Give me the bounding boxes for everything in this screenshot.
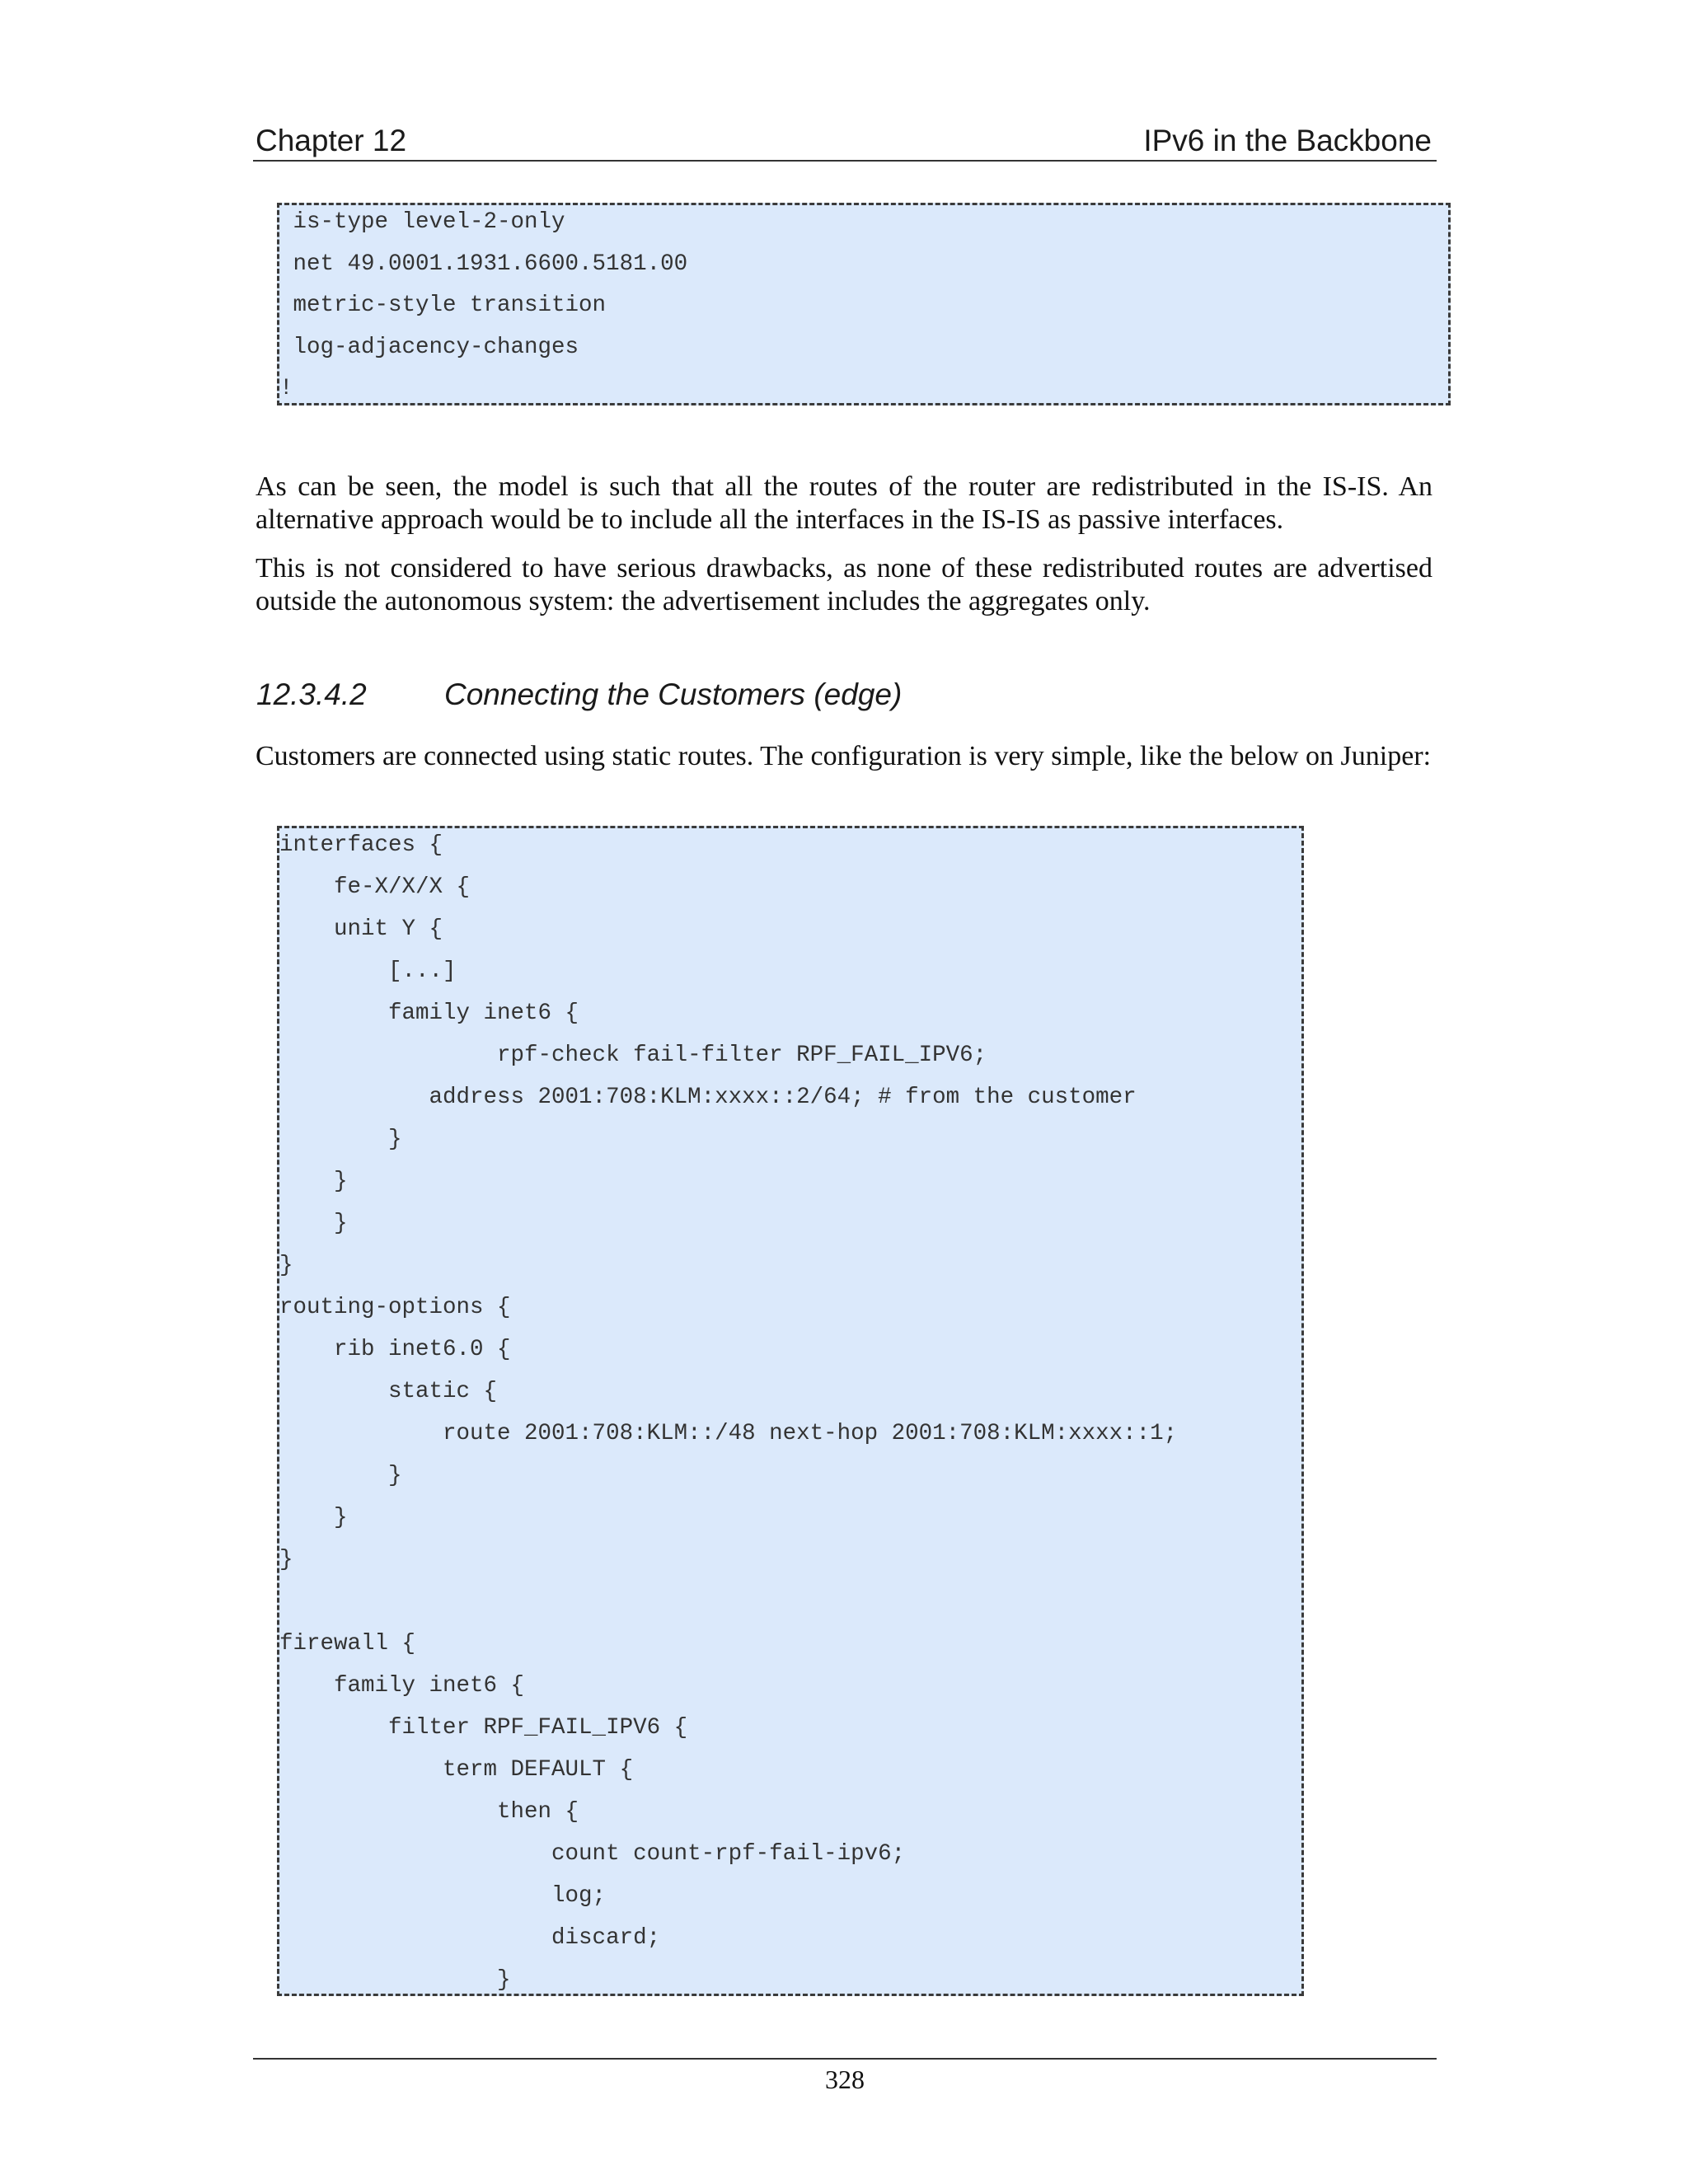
code-block-isis-config — [277, 203, 1451, 405]
code-line: family inet6 { — [279, 1673, 525, 1699]
code-line: } — [279, 1211, 348, 1236]
code-line: rib inet6.0 { — [279, 1337, 511, 1362]
code-line: address 2001:708:KLM:xxxx::2/64; # from the customer — [279, 1085, 1137, 1110]
code-line: } — [279, 1505, 348, 1530]
code-line: routing-options { — [279, 1295, 511, 1320]
code-line: firewall { — [279, 1631, 416, 1657]
code-line: log-adjacency-changes — [279, 335, 579, 360]
chapter-label: Chapter 12 — [256, 124, 407, 157]
code-line: } — [279, 1967, 511, 1993]
code-line: count count-rpf-fail-ipv6; — [279, 1841, 906, 1867]
code-line: [...] — [279, 958, 457, 984]
code-line: metric-style transition — [279, 293, 607, 318]
page-number: 328 — [825, 2064, 865, 2094]
code-line: then { — [279, 1799, 579, 1825]
paragraph-redistribution: As can be seen, the model is such that all the routes of the router are redistributed in the IS-IS. An alternative approach would be to include all the interfaces in the IS-IS as passive interfaces. — [256, 471, 1432, 535]
code-line: } — [279, 1547, 293, 1572]
code-line: family inet6 { — [279, 1001, 579, 1026]
code-line: } — [279, 1253, 293, 1278]
code-line: is-type level-2-only — [279, 209, 565, 235]
code-line: rpf-check fail-filter RPF_FAIL_IPV6; — [279, 1043, 987, 1068]
page-footer — [253, 2058, 1437, 2095]
section-number: 12.3.4.2 — [256, 677, 367, 711]
code-block-juniper-config — [277, 826, 1304, 1996]
code-line: term DEFAULT { — [279, 1757, 634, 1783]
code-line: } — [279, 1169, 348, 1194]
code-line: discard; — [279, 1925, 661, 1951]
code-line: filter RPF_FAIL_IPV6 { — [279, 1715, 688, 1741]
code-line: static { — [279, 1379, 498, 1404]
page-header — [253, 122, 1437, 162]
code-line: log; — [279, 1883, 607, 1909]
code-line: interfaces { — [279, 832, 443, 858]
section-heading — [256, 677, 902, 712]
code-line: unit Y { — [279, 916, 443, 942]
code-line: fe-X/X/X { — [279, 874, 471, 900]
code-line: } — [279, 1463, 402, 1488]
paragraph-customers: Customers are connected using static routes. The configuration is very simple, like the below on Juniper: — [256, 741, 1432, 771]
code-line: route 2001:708:KLM::/48 next-hop 2001:708:KLM:xxxx::1; — [279, 1421, 1178, 1446]
code-line: net 49.0001.1931.6600.5181.00 — [279, 251, 688, 277]
code-line: } — [279, 1127, 402, 1152]
chapter-title: IPv6 in the Backbone — [1143, 124, 1432, 157]
paragraph-drawbacks: This is not considered to have serious drawbacks, as none of these redistributed routes are advertised outside the autonomous system: the advertisement includes the aggregates only. — [256, 553, 1432, 616]
code-line: ! — [279, 376, 293, 401]
section-title: Connecting the Customers (edge) — [444, 677, 903, 711]
